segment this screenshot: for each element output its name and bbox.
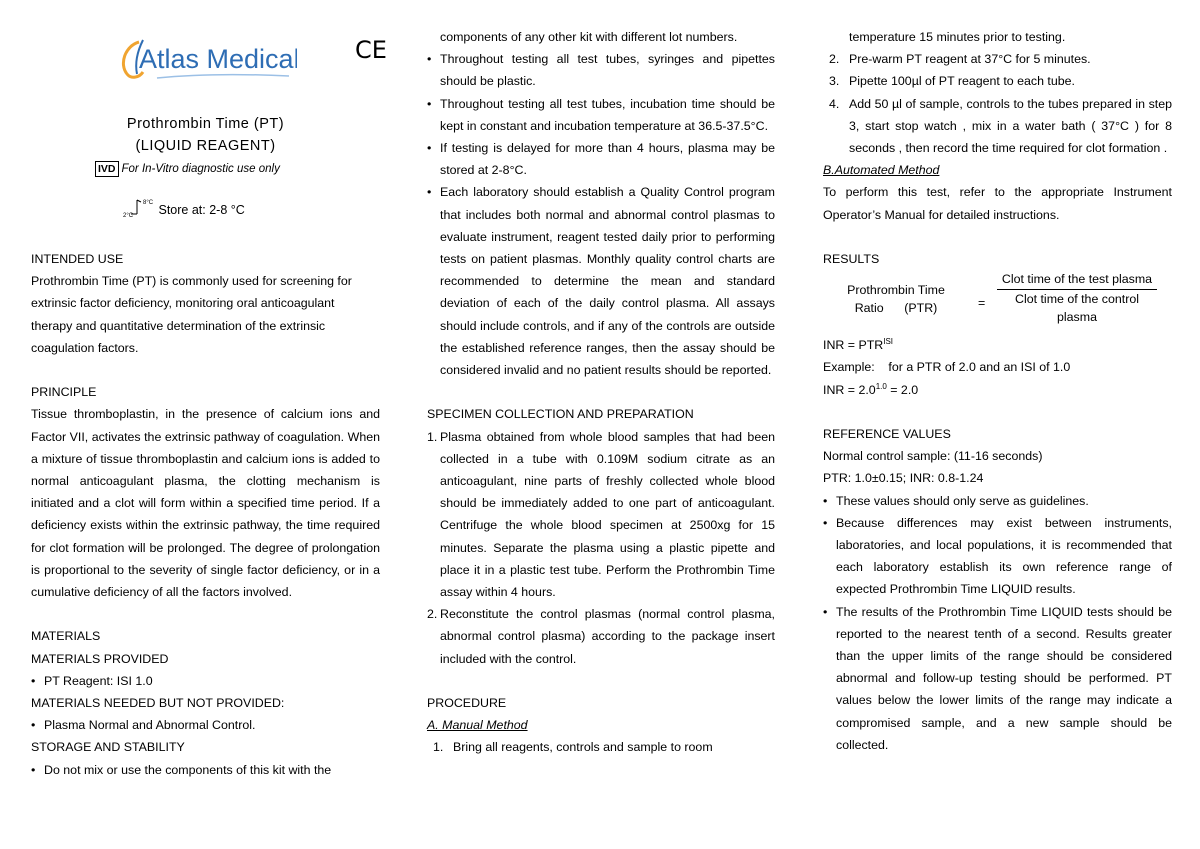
fraction-numerator: Clot time of the test plasma [1001, 272, 1153, 287]
storage-bullet-continued: components of any other kit with different lot numbers. [440, 30, 738, 44]
svg-text:8°C: 8°C [143, 200, 154, 206]
ivd-badge: IVD [95, 161, 119, 177]
procedure-step: 4. Add 50 µl of sample, controls to the tubes prepared in step 3, start stop watch , mix in a water bath ( 37°C ) for 8 seconds , then record the time required for clot formation . [829, 96, 1172, 156]
equals-sign: = [978, 296, 986, 311]
intended-use-line: therapy and quantitative determination of the extrinsic [31, 318, 326, 333]
intended-use-line: coagulation factors. [31, 340, 139, 355]
column-2 [427, 26, 775, 759]
temperature-limit-icon [121, 198, 155, 218]
ivd-notice [95, 161, 280, 177]
inr-example: INR = $2.0^{1.0} = 2.0$ [823, 381, 919, 397]
storage-heading: STORAGE AND STABILITY [31, 740, 185, 755]
specimen-item: 1. Plasma obtained from whole blood samples that had been collected in a tube with 0.109M sodium citrate as an anticoagulant, nine parts of freshly collected whole blood should be immediately added to one part of anticoagulant. Centrifuge the whole blood specimen at 2500xg for 15 minutes. Separate the plasma using a plastic pipette and place it in a plastic test tube. Perform the Prothrombin Time assay within 4 hours. [427, 429, 775, 600]
ptr-fraction [997, 270, 1157, 326]
procedure-heading: PROCEDURE [427, 696, 507, 711]
ivd-text: For In-Vitro diagnostic use only [121, 163, 280, 175]
intended-use-line: extrinsic factor deficiency, monitoring oral anticoagulant [31, 296, 335, 311]
storage-bullet: • Throughout testing all test tubes, incubation time should be kept in constant and incubation temperature at 36.5-37.5°C. [427, 93, 775, 137]
ptr-label: Prothrombin Time Ratio (PTR) [847, 283, 945, 316]
intended-use-heading: INTENDED USE [31, 252, 124, 266]
principle-heading: PRINCIPLE [31, 385, 97, 400]
column-1 [31, 248, 380, 781]
inr-example-text: Example: for a PTR of 2.0 and an ISI of 1.0 [823, 360, 1071, 375]
atlas-medical-logo [117, 34, 297, 84]
storage-bullet: • Each laboratory should establish a Quality Control program that includes both normal and abnormal control plasmas to evaluate instrument, reagent tested daily prior to performing tests on patient plasmas. Monthly quality control charts are recommended to determine the mean and standard deviation of each of the daily control plasma. All assays should include controls, and if any of the controls are outside the established reference ranges, then the assay should be considered invalid and no patient results should be reported. [427, 181, 775, 381]
materials-needed-item: • Plasma Normal and Abnormal Control. [31, 714, 380, 736]
procedure-step: 3. Pipette 100µl of PT reagent to each tube. [829, 74, 1075, 89]
column-3 [823, 26, 1172, 756]
storage-text: Store at: 2-8 °C [158, 203, 245, 217]
logo-swoosh-icon [117, 34, 297, 84]
specimen-heading: SPECIMEN COLLECTION AND PREPARATION [427, 407, 694, 422]
automated-method-text: To perform this test, refer to the appropriate Instrument Operator’s Manual for detailed instructions. [823, 185, 1172, 222]
materials-needed-heading: MATERIALS NEEDED BUT NOT PROVIDED: [31, 696, 285, 711]
brand-name: Atlas Medical [139, 44, 297, 74]
procedure-step: 2. Pre-warm PT reagent at 37°C for 5 minutes. [829, 52, 1091, 67]
principle-text: Tissue thromboplastin, in the presence of calcium ions and Factor VII, activates the extrinsic pathway of coagulation. When a mixture of tissue thromboplastin and calcium ions is added to normal anticoagulant plasma, the clotting mechanism is initiated and a clot will form within a specified time period. If a deficiency exists within the extrinsic pathway, the time required for clot formation will be prolonged. The degree of prolongation is proportional to the severity of single factor deficiency, or in a cumulative deficiency of all the factors involved. [31, 407, 380, 600]
materials-heading: MATERIALS [31, 629, 101, 644]
product-title-line2: (LIQUID REAGENT) [135, 138, 276, 154]
manual-method-heading: A. Manual Method [427, 718, 528, 733]
storage-bullet: • Do not mix or use the components of this kit with the [31, 759, 380, 781]
procedure-step-continued: temperature 15 minutes prior to testing. [849, 30, 1066, 44]
storage-bullet: • If testing is delayed for more than 4 hours, plasma may be stored at 2-8°C. [427, 137, 775, 181]
fraction-denominator: Clot time of the control plasma [997, 289, 1157, 326]
procedure-step: 1. Bring all reagents, controls and sample to room [433, 740, 713, 755]
automated-method-heading: B.Automated Method [823, 163, 940, 178]
specimen-item: 2. Reconstitute the control plasmas (normal control plasma, abnormal control plasma) according to the package insert included with the control. [427, 607, 775, 666]
ce-mark: CE [355, 36, 387, 64]
svg-text:2°C: 2°C [123, 213, 134, 218]
normal-control-range: Normal control sample: (11-16 seconds) [823, 449, 1043, 464]
reference-bullet: • Because differences may exist between instruments, laboratories, and local populations, it is recommended that each laboratory establish its own reference range of expected Prothrombin Time LIQUID results. [823, 512, 1172, 601]
materials-provided-item: • PT Reagent: ISI 1.0 [31, 670, 380, 692]
materials-provided-heading: MATERIALS PROVIDED [31, 651, 169, 666]
reference-bullet: • The results of the Prothrombin Time LIQUID tests should be reported to the nearest tenth of a second. Results greater than the upper limits of the range should be considered abnormal and follow-up testing should be performed. PT values below the lower limits of the range may indicate a compromised sample, and a new sample should be collected. [823, 601, 1172, 756]
reference-values-heading: REFERENCE VALUES [823, 427, 951, 442]
reference-bullet: • These values should only serve as guidelines. [823, 490, 1172, 512]
product-title-line1: Prothrombin Time (PT) [126, 116, 285, 132]
ptr-inr-values: PTR: 1.0±0.15; INR: 0.8-1.24 [823, 471, 984, 486]
storage-temperature [121, 198, 245, 218]
inr-formula: INR = $PTR^{ISI}$ [823, 337, 894, 353]
storage-bullet: • Throughout testing all test tubes, syringes and pipettes should be plastic. [427, 48, 775, 92]
ptr-formula [823, 270, 1172, 334]
intended-use-line: Prothrombin Time (PT) is commonly used for screening for [31, 274, 352, 289]
results-heading: RESULTS [823, 252, 880, 267]
